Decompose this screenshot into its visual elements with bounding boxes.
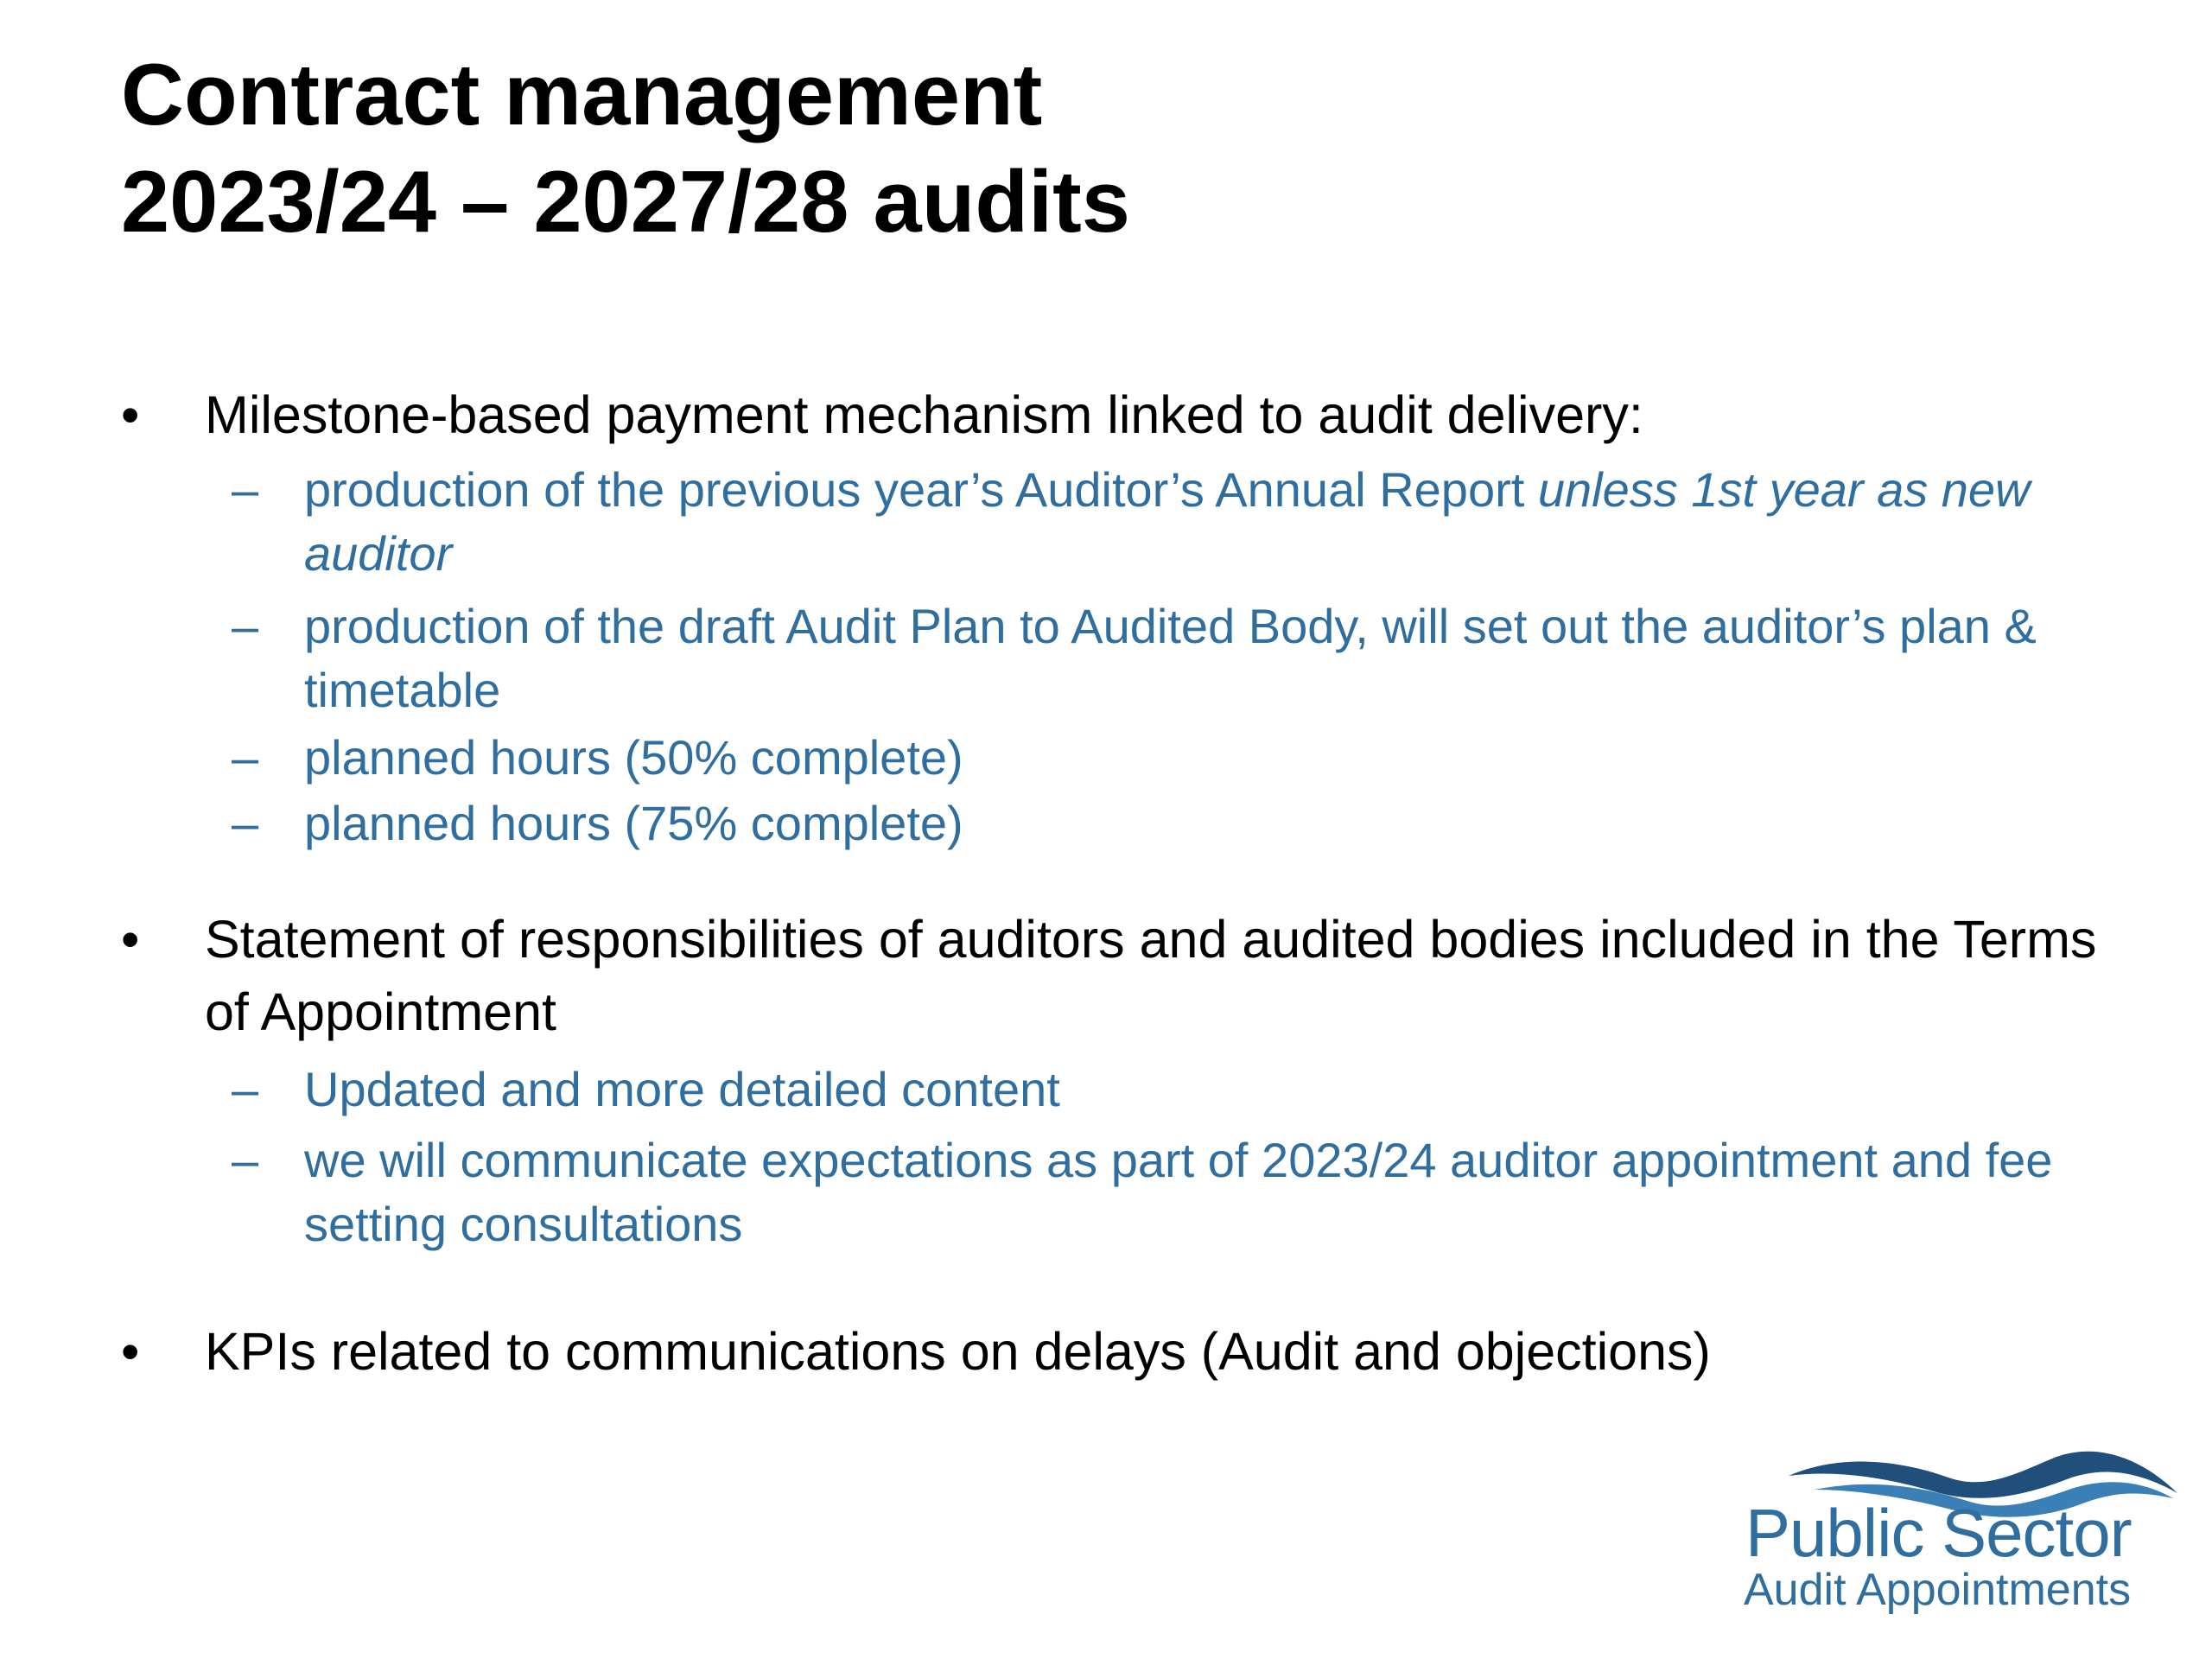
bullet-text: KPIs related to communications on delays (Audit and objections)	[205, 1322, 1711, 1381]
slide-title	[121, 41, 1130, 256]
bullet-item	[121, 903, 2108, 1048]
bullet-dot: •	[121, 910, 140, 969]
sub-bullet-text-regular: production of the previous year’s Auditor’s Annual Report	[304, 462, 1538, 517]
sub-bullet-dash: –	[232, 1062, 259, 1116]
logo-text-line-2: Audit Appointments	[1744, 1565, 2132, 1615]
sub-bullet-item	[232, 726, 2115, 790]
sub-bullet-dash: –	[232, 1133, 259, 1187]
bullet-item	[121, 378, 2108, 451]
sub-bullet-dash: –	[232, 730, 259, 785]
sub-bullet-item	[232, 791, 2115, 855]
psaa-logo	[1728, 1426, 2177, 1616]
title-line-2: 2023/24 – 2027/28 audits	[121, 154, 1130, 251]
sub-bullet-item	[232, 1128, 2115, 1256]
sub-bullet-item	[232, 594, 2115, 722]
sub-bullet-text: planned hours (50% complete)	[304, 730, 963, 785]
sub-bullet-text: production of the draft Audit Plan to Audited Body, will set out the auditor’s plan & timetable	[304, 599, 2037, 717]
sub-bullet-item	[232, 458, 2115, 586]
sub-bullet-text	[304, 458, 2115, 586]
bullet-dot: •	[121, 385, 140, 444]
sub-bullet-text: planned hours (75% complete)	[304, 796, 963, 850]
bullet-text: Statement of responsibilities of auditors and audited bodies included in the Terms of Appointment	[205, 910, 2097, 1041]
sub-bullet-text: we will communicate expectations as part of 2023/24 auditor appointment and fee setting consultations	[304, 1133, 2053, 1251]
bullet-dot: •	[121, 1322, 140, 1381]
sub-bullet-dash: –	[232, 599, 259, 653]
sub-bullet-item	[232, 1058, 2115, 1122]
logo-text-line-1: Public Sector	[1745, 1495, 2132, 1571]
bullet-text: Milestone-based payment mechanism linked to audit delivery:	[205, 385, 1643, 444]
sub-bullet-text-italic: unless 1st year as new auditor	[304, 462, 2031, 581]
sub-bullet-dash: –	[232, 462, 259, 517]
sub-bullet-text: Updated and more detailed content	[304, 1062, 1060, 1116]
bullet-item	[121, 1315, 2108, 1388]
sub-bullet-dash: –	[232, 796, 259, 850]
title-line-1: Contract management	[121, 47, 1043, 143]
